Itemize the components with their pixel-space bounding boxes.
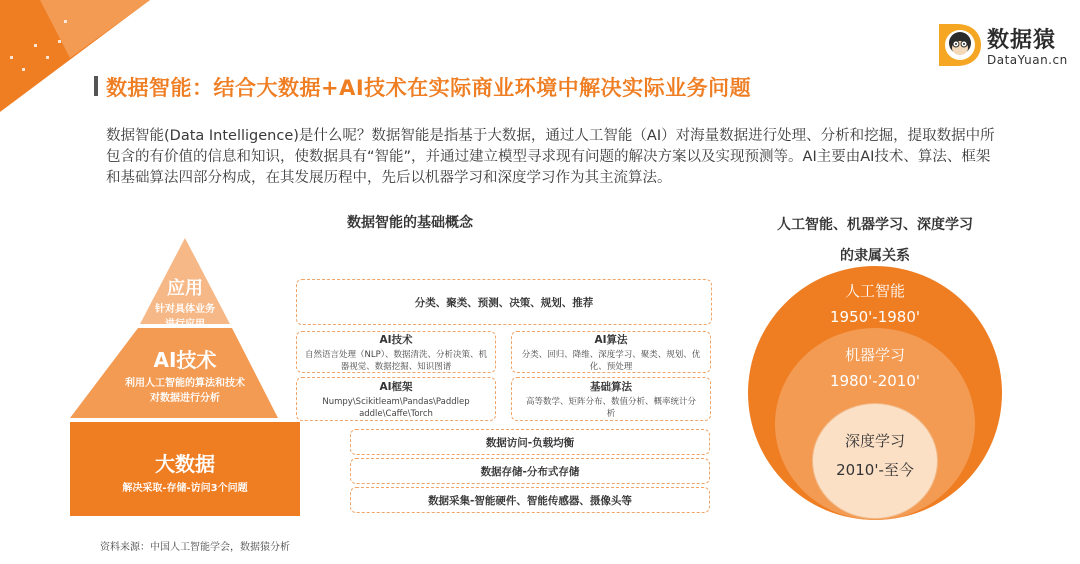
circle-ml-name: 机器学习	[844, 346, 905, 364]
corner-decoration	[0, 0, 180, 120]
ai-framework-box	[296, 377, 496, 421]
ai-tech-box	[296, 331, 496, 373]
right-diagram-heading-line1: 人工智能、机器学习、深度学习	[777, 217, 973, 233]
ai-framework-title: AI框架	[379, 380, 413, 393]
ai-tech-title: AI技术	[379, 333, 413, 346]
source-note: 资料来源：中国人工智能学会，数据猿分析	[100, 542, 290, 553]
monkey-logo-icon	[935, 22, 983, 68]
pyramid-diagram	[70, 238, 300, 516]
bigdata-collection-text: 数据采集-智能硬件、智能传感器、摄像头等	[428, 494, 632, 507]
basic-algo-desc: 高等数学、矩阵分布、数值分析、概率统计分析	[525, 396, 696, 419]
pyramid-app-subtitle: 针对具体业务 进行应用	[155, 304, 215, 330]
circle-dl-period: 2010'-至今	[836, 461, 914, 479]
brand-domain: DataYuan.cn	[987, 53, 1068, 67]
bigdata-access-box	[350, 429, 710, 455]
application-box	[296, 279, 712, 325]
ai-algo-title: AI算法	[594, 333, 628, 346]
circle-ai-period: 1950'-1980'	[829, 308, 920, 326]
bigdata-storage-box	[350, 458, 710, 484]
bigdata-collection-box	[350, 487, 710, 513]
intro-paragraph: 数据智能(Data Intelligence)是什么呢？数据智能是指基于大数据，通过人工智能（AI）对海量数据进行处理、分析和挖掘，提取数据中所包含的有价值的信息和知识，使数据具有“智能”，并通过建立模型寻求现有问题的解决方案以及实现预测等。AI主要由AI技术、算法、框架和基础算法四部分构成，在其发展历程中，先后以机器学习和深度学习作为其主流算法。	[106, 128, 995, 186]
basic-algo-box	[511, 377, 711, 421]
circle-dl-name: 深度学习	[844, 432, 905, 450]
application-box-text: 分类、聚类、预测、决策、规划、推荐	[414, 296, 594, 309]
circle-ml-period: 1980'-2010'	[829, 372, 920, 390]
title-marker	[94, 76, 98, 96]
right-diagram-heading-line2: 的隶属关系	[840, 248, 910, 264]
pyramid-ai-subtitle: 利用人工智能的算法和技术 对数据进行分析	[125, 378, 245, 404]
bigdata-access-text: 数据访问-负载均衡	[485, 436, 575, 449]
bigdata-storage-text: 数据存储-分布式存储	[480, 465, 580, 478]
pyramid-ai-title: AI技术	[153, 348, 217, 372]
brand-name: 数据猿	[987, 28, 1057, 53]
ai-algo-desc: 分类、回归、降维、深度学习、聚类、规划、优化、预处理	[521, 349, 701, 372]
ai-algo-box	[511, 331, 711, 373]
page-title: 数据智能：结合大数据+AI技术在实际商业环境中解决实际业务问题	[106, 76, 752, 100]
left-diagram-heading: 数据智能的基础概念	[347, 215, 473, 231]
pyramid-bigdata-title: 大数据	[155, 452, 215, 476]
circle-ai-name: 人工智能	[844, 282, 905, 300]
brand-logo	[935, 22, 1075, 72]
basic-algo-title: 基础算法	[590, 380, 632, 393]
pyramid-app-title: 应用	[167, 278, 203, 299]
pyramid-bigdata-subtitle: 解决采取-存储-访问3个问题	[122, 483, 248, 494]
ai-framework-desc: Numpy\Scikitleam\Pandas\Paddlepaddle\Caffe\Torch	[322, 396, 470, 419]
ai-tech-desc: 自然语言处理（NLP）、数据清洗、分析决策、机器视觉、数据挖掘、知识图谱	[305, 349, 487, 372]
